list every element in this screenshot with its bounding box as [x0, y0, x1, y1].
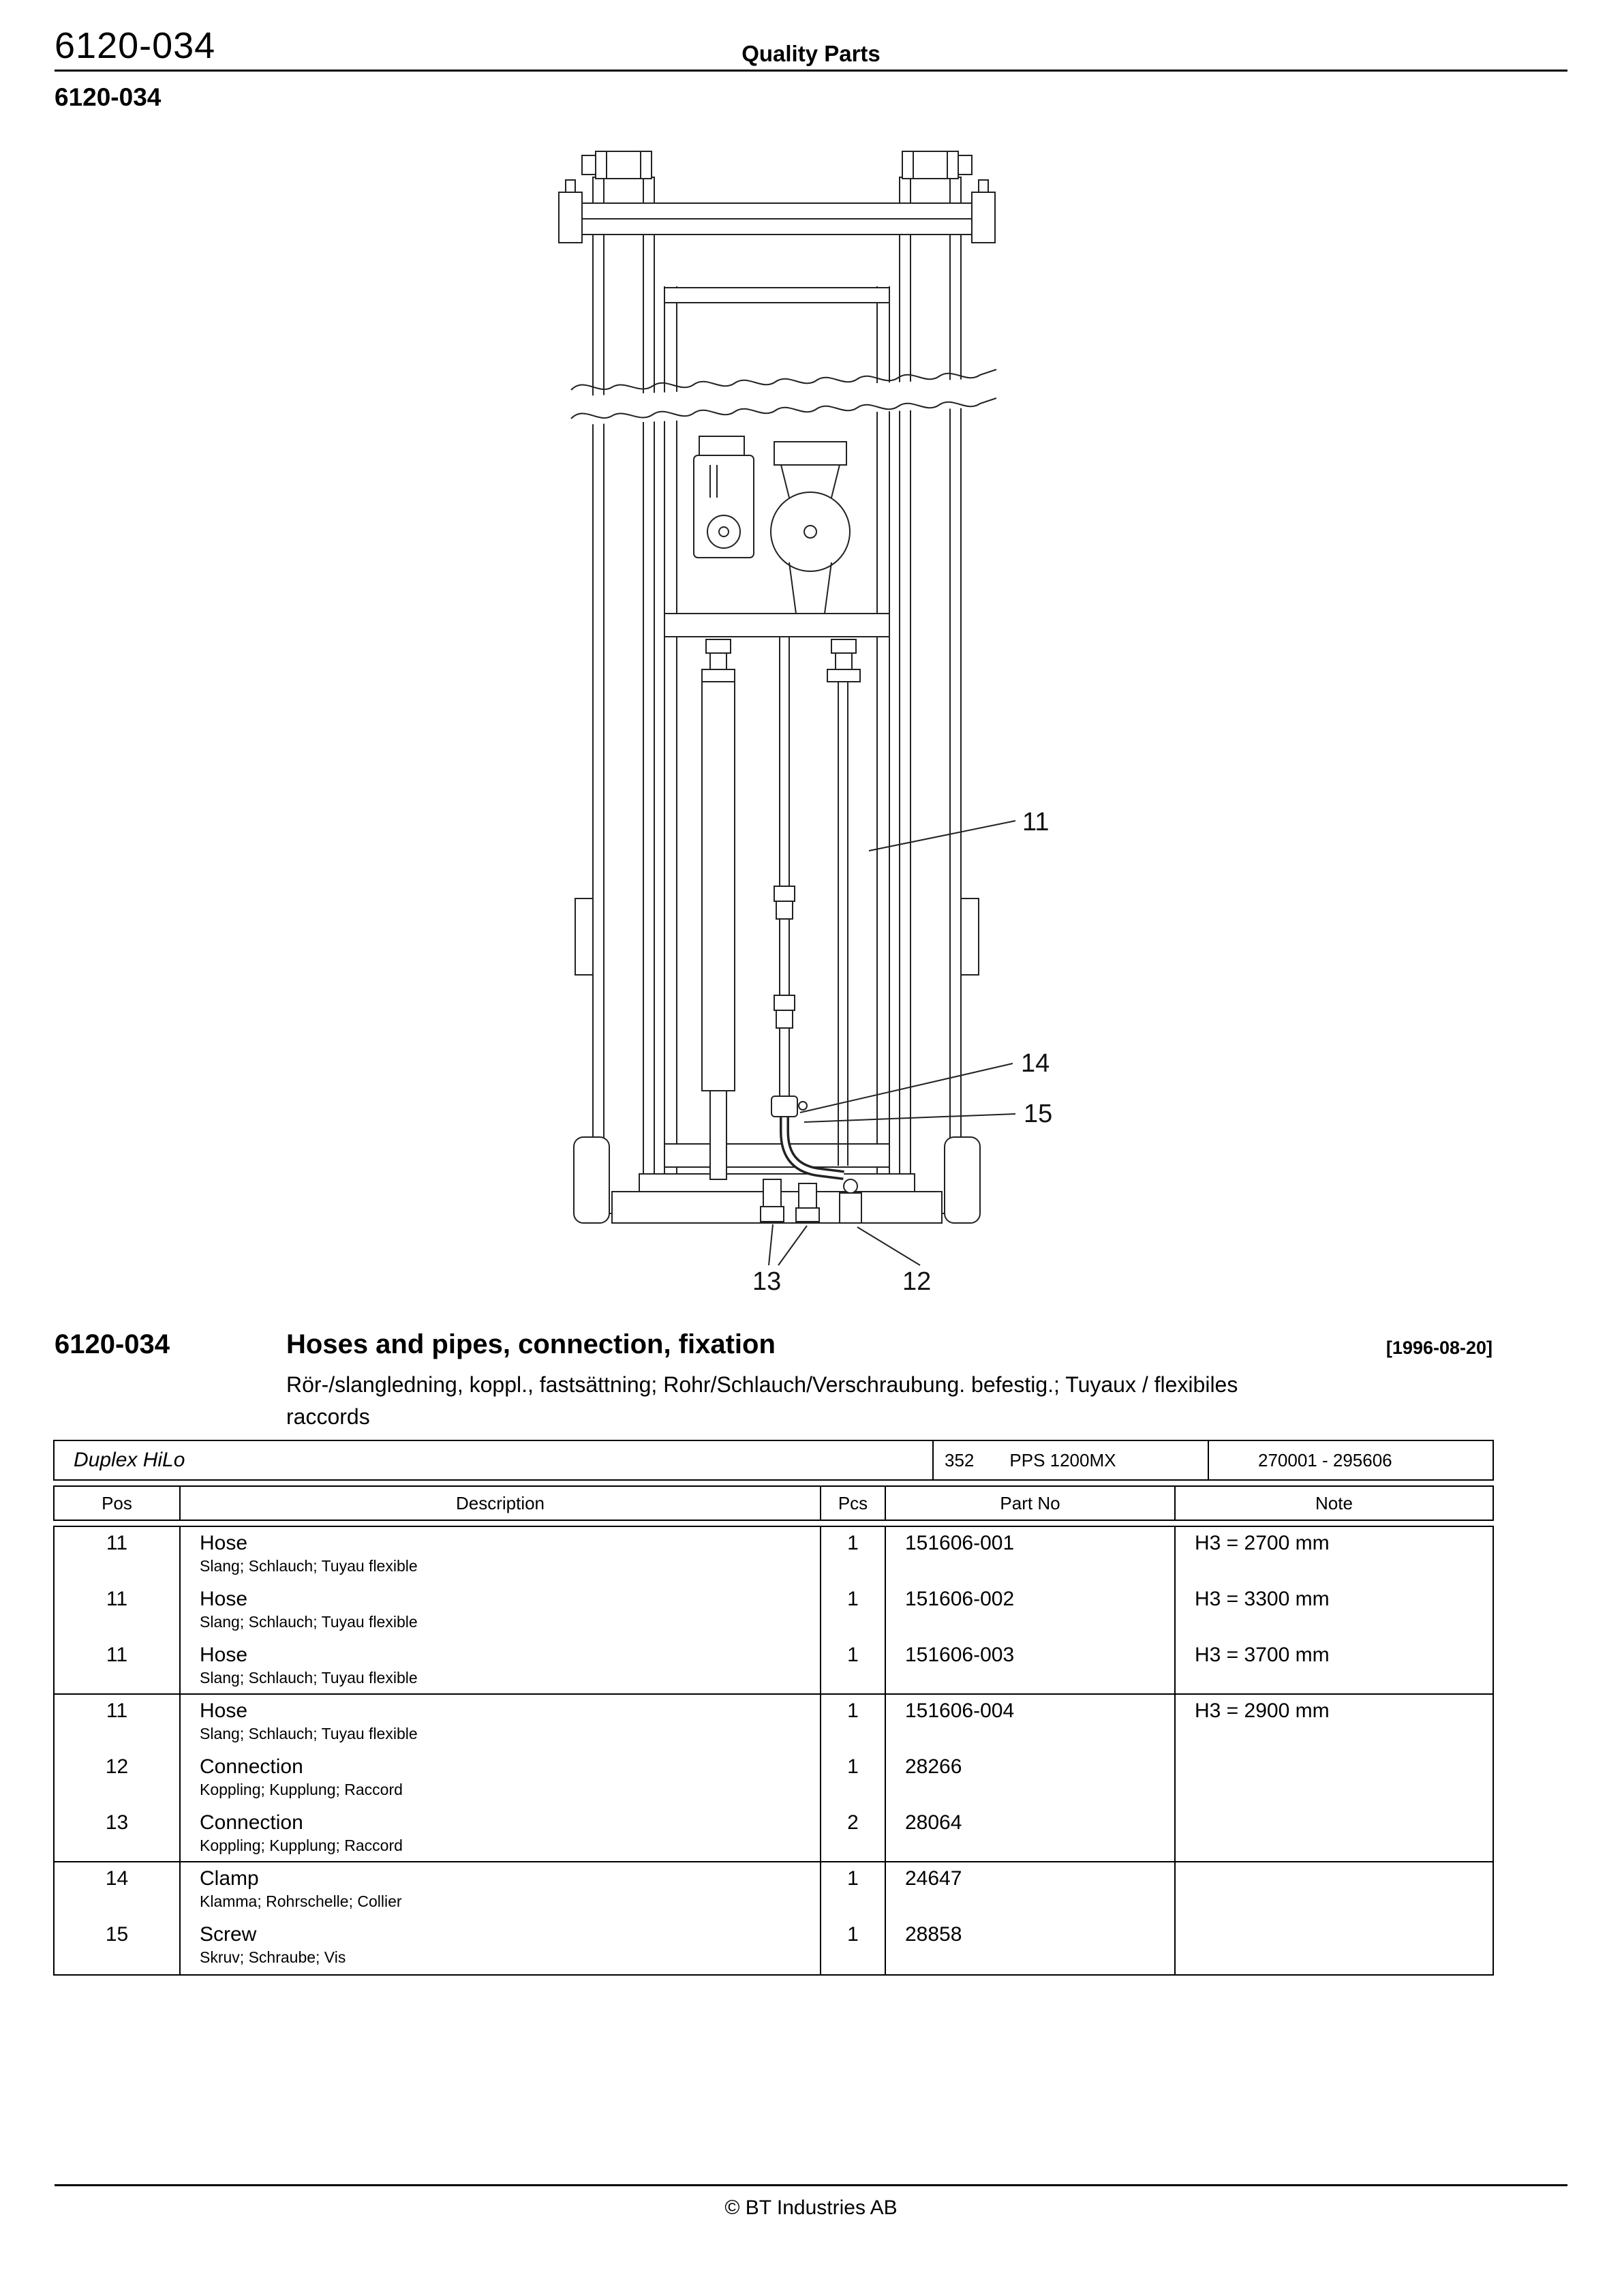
- cell-part-no: 24647: [886, 1862, 1176, 1918]
- clamp-14: [771, 1096, 807, 1117]
- cell-pcs: 1: [821, 1862, 886, 1918]
- description-sub: Slang; Schlauch; Tuyau flexible: [200, 1725, 418, 1742]
- cell-description: [181, 1807, 821, 1861]
- subtitle-line-2: raccords: [286, 1404, 370, 1429]
- description-main: Connection: [200, 1755, 303, 1778]
- cell-part-no: 28064: [886, 1807, 1176, 1861]
- table-body: [53, 1526, 1494, 1976]
- cell-pcs: 1: [821, 1583, 886, 1639]
- mast-top-caps: [582, 151, 972, 179]
- table-row: [55, 1862, 1493, 1918]
- cell-note: [1176, 1918, 1493, 1974]
- section-title: Hoses and pipes, connection, fixation: [286, 1329, 776, 1359]
- lift-cylinder: [702, 682, 735, 1179]
- doc-number-header: 6120-034: [55, 25, 216, 66]
- hose-fittings-top: [702, 639, 860, 682]
- cell-description: [181, 1583, 821, 1639]
- table-row: [55, 1583, 1493, 1639]
- description-sub: Slang; Schlauch; Tuyau flexible: [200, 1557, 418, 1575]
- cell-note: [1176, 1807, 1493, 1861]
- callout-11-label: 11: [1022, 808, 1050, 836]
- description-sub: Koppling; Kupplung; Raccord: [200, 1837, 403, 1854]
- right-pipe: [838, 682, 848, 1166]
- callout-15-label: 15: [1024, 1100, 1053, 1128]
- pulley-assembly: [771, 442, 850, 614]
- cell-pos: 11: [55, 1639, 181, 1693]
- cell-description: [181, 1639, 821, 1693]
- cell-part-no: 151606-001: [886, 1527, 1176, 1583]
- subtitle-line-1: Rör-/slangledning, koppl., fastsättning; Rohr/Schlauch/Verschraubung. befestig.; Tuyaux / flexibiles: [286, 1372, 1238, 1397]
- callout-14-label: 14: [1021, 1049, 1050, 1078]
- col-pcs: Pcs: [821, 1487, 886, 1520]
- model-name: Duplex HiLo: [55, 1441, 934, 1479]
- header-rule: [55, 70, 1567, 72]
- right-outer-rail: [900, 177, 961, 1213]
- quality-parts-title: Quality Parts: [741, 41, 881, 66]
- col-pos: Pos: [55, 1487, 181, 1520]
- cell-pos: 14: [55, 1862, 181, 1918]
- cell-pos: 15: [55, 1918, 181, 1974]
- description-main: Hose: [200, 1644, 248, 1666]
- mast-diagram: [538, 116, 1070, 1302]
- description-sub: Slang; Schlauch; Tuyau flexible: [200, 1669, 418, 1687]
- table-row: [55, 1751, 1493, 1807]
- cell-pos: 11: [55, 1695, 181, 1751]
- cell-pos: 11: [55, 1583, 181, 1639]
- cell-description: [181, 1918, 821, 1974]
- cell-pcs: 1: [821, 1918, 886, 1974]
- cell-pcs: 2: [821, 1807, 886, 1861]
- type-name: PPS 1200MX: [1009, 1449, 1116, 1470]
- leader-13b: [778, 1226, 807, 1265]
- cell-note: [1176, 1862, 1493, 1918]
- table-model-row: [53, 1440, 1494, 1481]
- description-sub: Koppling; Kupplung; Raccord: [200, 1781, 403, 1798]
- cell-description: [181, 1527, 821, 1583]
- copyright: © BT Industries AB: [724, 2196, 898, 2219]
- cell-pos: 11: [55, 1527, 181, 1583]
- description-main: Hose: [200, 1588, 248, 1610]
- cell-part-no: 28266: [886, 1751, 1176, 1807]
- section-code: 6120-034: [55, 1329, 170, 1359]
- model-type: [934, 1441, 1209, 1479]
- leader-13a: [769, 1224, 773, 1265]
- cell-part-no: 151606-002: [886, 1583, 1176, 1639]
- cell-note: H3 = 2700 mm: [1195, 1532, 1330, 1554]
- type-code: 352: [945, 1449, 975, 1470]
- description-sub: Slang; Schlauch; Tuyau flexible: [200, 1613, 418, 1631]
- parts-table: [53, 1440, 1494, 1976]
- leader-12: [857, 1227, 920, 1265]
- serial-range: 270001 - 295606: [1258, 1449, 1392, 1470]
- table-row: [55, 1918, 1493, 1974]
- cell-pos: 13: [55, 1807, 181, 1861]
- callout-12-label: 12: [902, 1267, 932, 1296]
- cell-note: H3 = 3300 mm: [1195, 1588, 1330, 1610]
- table-header-row: [53, 1485, 1494, 1521]
- table-row: [55, 1527, 1493, 1583]
- description-main: Screw: [200, 1923, 257, 1946]
- section-subtitle: [286, 1369, 1349, 1433]
- table-row: [55, 1807, 1493, 1862]
- cell-note: H3 = 3700 mm: [1195, 1644, 1330, 1666]
- cell-part-no: 151606-004: [886, 1695, 1176, 1751]
- col-note: Note: [1315, 1492, 1353, 1513]
- cell-pcs: 1: [821, 1639, 886, 1693]
- left-outer-rail: [593, 177, 654, 1213]
- footer-rule: [55, 2184, 1567, 2186]
- cell-pcs: 1: [821, 1751, 886, 1807]
- cell-part-no: 28858: [886, 1918, 1176, 1974]
- cell-part-no: 151606-003: [886, 1639, 1176, 1693]
- col-part-no: Part No: [886, 1487, 1176, 1520]
- description-main: Connection: [200, 1811, 303, 1834]
- cell-description: [181, 1751, 821, 1807]
- description-main: Clamp: [200, 1867, 259, 1890]
- description-sub: Klamma; Rohrschelle; Collier: [200, 1892, 402, 1910]
- cell-pcs: 1: [821, 1695, 886, 1751]
- cell-pcs: 1: [821, 1527, 886, 1583]
- section-code-top: 6120-034: [55, 83, 162, 111]
- cell-note: H3 = 2900 mm: [1195, 1700, 1330, 1722]
- center-crossbeam: [664, 614, 889, 637]
- callout-13-label: 13: [752, 1267, 782, 1296]
- description-main: Hose: [200, 1700, 248, 1722]
- cell-pos: 12: [55, 1751, 181, 1807]
- description-sub: Skruv; Schraube; Vis: [200, 1948, 346, 1966]
- inner-mast-rails: [664, 286, 889, 1193]
- cell-description: [181, 1695, 821, 1751]
- pump-assembly: [694, 436, 754, 558]
- cell-note: [1176, 1751, 1493, 1807]
- col-description: Description: [181, 1487, 821, 1520]
- hose-connectors: [774, 886, 795, 1028]
- cell-description: [181, 1862, 821, 1918]
- table-row: [55, 1695, 1493, 1751]
- description-main: Hose: [200, 1532, 248, 1554]
- table-row: [55, 1639, 1493, 1695]
- revision-date: [1996-08-20]: [1386, 1338, 1493, 1358]
- connections-12-13: [761, 1179, 861, 1223]
